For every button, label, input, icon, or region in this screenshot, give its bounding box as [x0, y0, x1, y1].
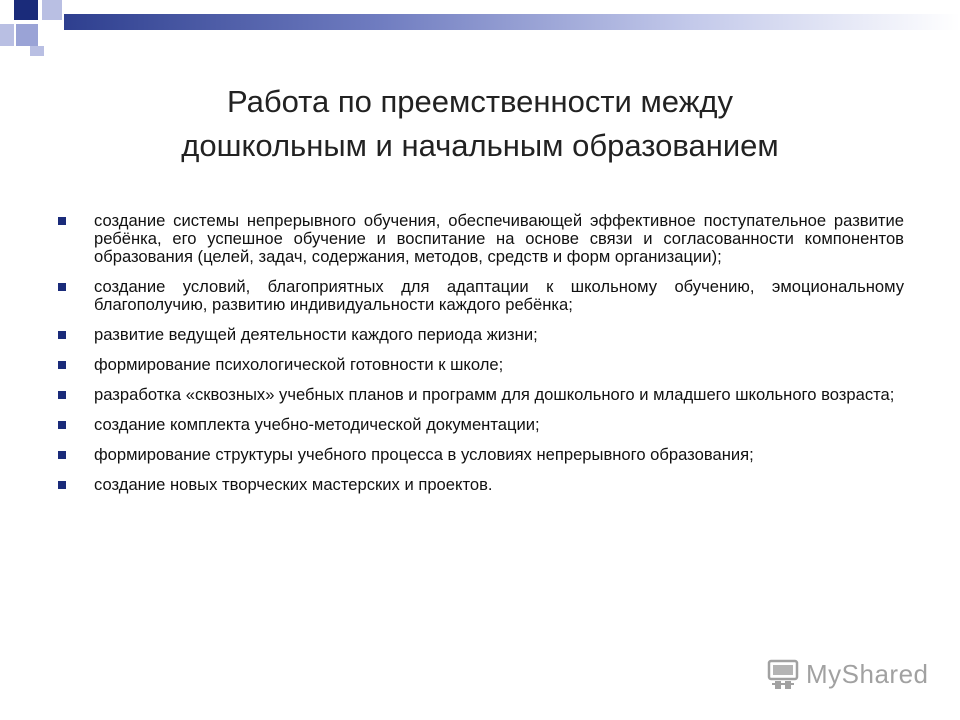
list-item: [58, 476, 904, 494]
bullet-list: [58, 212, 904, 494]
deco-square: [42, 0, 62, 20]
bullet-square-icon: [58, 361, 66, 369]
slide-title-line2: дошкольным и начальным образованием: [181, 128, 779, 163]
list-item-text: разработка «сквозных» учебных планов и программ для дошкольного и младшего школьного возраста;: [94, 385, 895, 404]
bullet-square-icon: [58, 451, 66, 459]
list-item: [58, 446, 904, 464]
list-item: [58, 416, 904, 434]
list-item-text: создание новых творческих мастерских и проектов.: [94, 475, 493, 494]
list-item-text: развитие ведущей деятельности каждого периода жизни;: [94, 325, 538, 344]
list-item: [58, 212, 904, 266]
slide-title-line1: Работа по преемственности между: [226, 84, 734, 119]
slide-content: [58, 212, 904, 506]
deco-square: [16, 24, 38, 46]
deco-square: [14, 0, 38, 20]
bullet-square-icon: [58, 421, 66, 429]
list-item-text: формирование психологической готовности к школе;: [94, 355, 504, 374]
list-item: [58, 326, 904, 344]
list-item: [58, 278, 904, 314]
list-item-text: создание условий, благоприятных для адаптации к школьному обучению, эмоциональному благополучию, развитию индивидуальности каждого ребёнка;: [94, 277, 904, 314]
classroom-icon: [766, 657, 800, 691]
bullet-square-icon: [58, 481, 66, 489]
slide-title: [60, 80, 900, 168]
list-item: [58, 386, 904, 404]
deco-square: [30, 46, 44, 56]
bullet-square-icon: [58, 283, 66, 291]
list-item-text: создание системы непрерывного обучения, обеспечивающей эффективное поступательное развитие ребёнка, его успешное обучение и воспитание на основе связи и согласованности компонентов образования (целей, задач, содержания, методов, средств и форм организации);: [94, 211, 904, 266]
list-item-text: создание комплекта учебно-методической документации;: [94, 415, 540, 434]
bullet-square-icon: [58, 217, 66, 225]
bullet-square-icon: [58, 391, 66, 399]
watermark-text: MyShared: [806, 658, 929, 689]
deco-square: [0, 24, 14, 46]
myshared-watermark[interactable]: [766, 654, 929, 694]
header-decoration: [0, 0, 960, 60]
list-item-text: формирование структуры учебного процесса в условиях непрерывного образования;: [94, 445, 754, 464]
list-item: [58, 356, 904, 374]
bullet-square-icon: [58, 331, 66, 339]
header-gradient-bar: [64, 14, 960, 30]
